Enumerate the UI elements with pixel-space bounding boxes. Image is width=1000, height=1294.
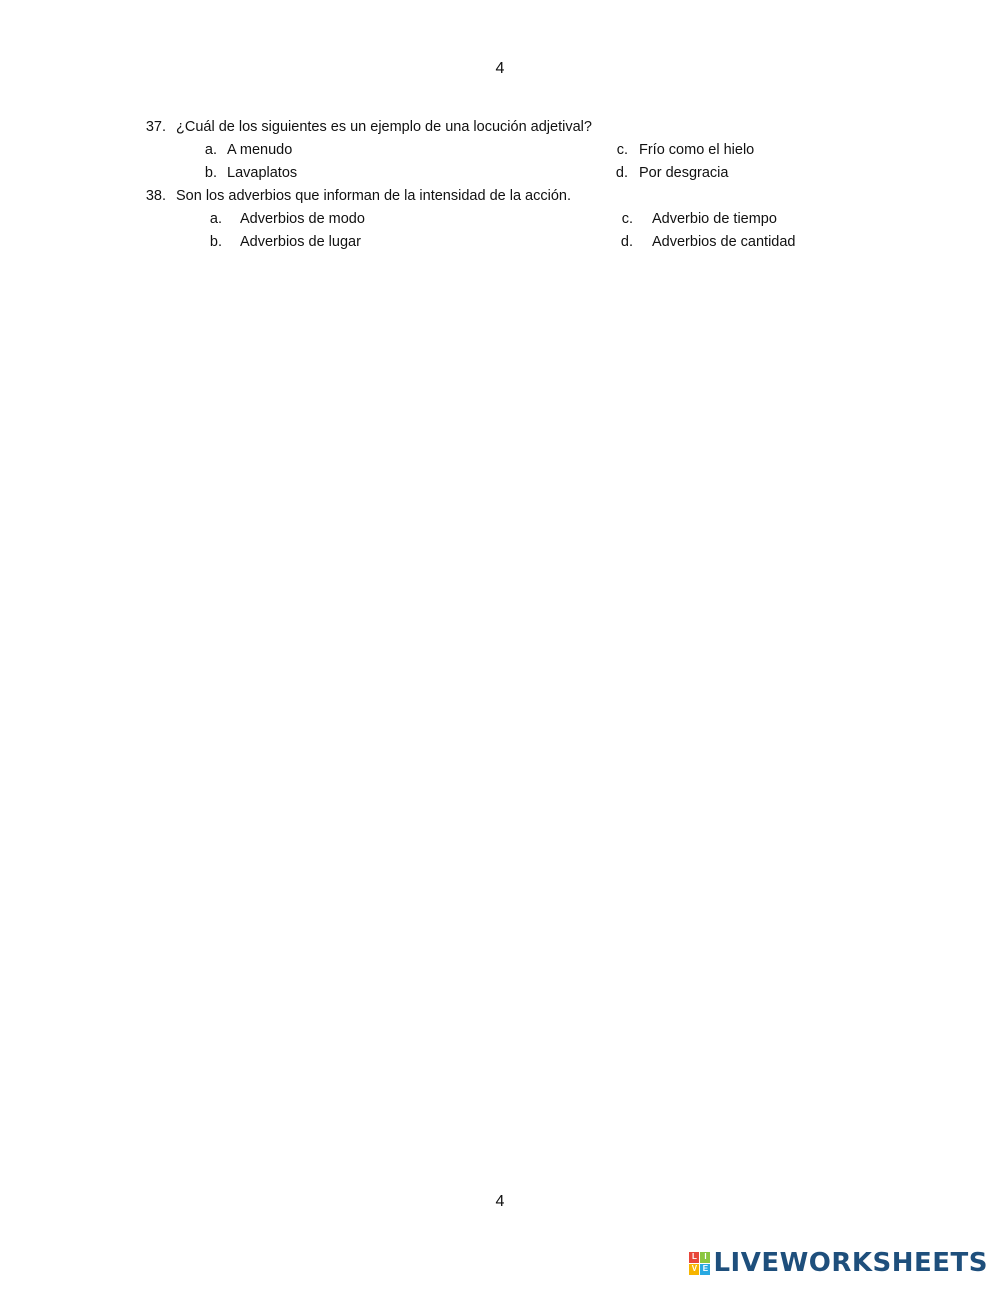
q37-option-b-text[interactable]: Lavaplatos — [227, 165, 298, 181]
q38-option-d-letter: d. — [620, 234, 633, 250]
page-number-bottom: 4 — [495, 1193, 505, 1210]
badge-letter-l: L — [689, 1252, 699, 1263]
brand-name: LIVEWORKSHEETS — [713, 1248, 988, 1278]
badge-letter-v: V — [689, 1264, 699, 1275]
q37-option-c-letter: c. — [616, 142, 628, 158]
q38-option-d-text[interactable]: Adverbios de cantidad — [652, 234, 796, 250]
q37-option-a-letter: a. — [204, 142, 217, 158]
q38-option-a-text[interactable]: Adverbios de modo — [240, 211, 365, 227]
q37-option-b-letter: b. — [204, 165, 217, 181]
question-37-number: 37. — [145, 119, 166, 135]
question-37-text: ¿Cuál de los siguientes es un ejemplo de una locución adjetival? — [176, 119, 592, 135]
badge-letter-i: I — [700, 1252, 710, 1263]
q38-option-b-letter: b. — [209, 234, 222, 250]
q37-option-c-text[interactable]: Frío como el hielo — [639, 142, 755, 158]
q37-option-d-letter: d. — [615, 165, 628, 181]
question-38-text: Son los adverbios que informan de la intensidad de la acción. — [176, 188, 571, 204]
liveworksheets-logo[interactable] — [689, 1248, 988, 1278]
question-38-number: 38. — [145, 188, 166, 204]
q37-option-d-text[interactable]: Por desgracia — [639, 165, 729, 181]
live-badge-icon — [689, 1252, 710, 1275]
q38-option-c-letter: c. — [621, 211, 633, 227]
q38-option-c-text[interactable]: Adverbio de tiempo — [652, 211, 777, 227]
page-number-top: 4 — [495, 60, 505, 77]
q37-option-a-text[interactable]: A menudo — [227, 142, 293, 158]
badge-letter-e: E — [700, 1264, 710, 1275]
q38-option-a-letter: a. — [209, 211, 222, 227]
q38-option-b-text[interactable]: Adverbios de lugar — [240, 234, 361, 250]
